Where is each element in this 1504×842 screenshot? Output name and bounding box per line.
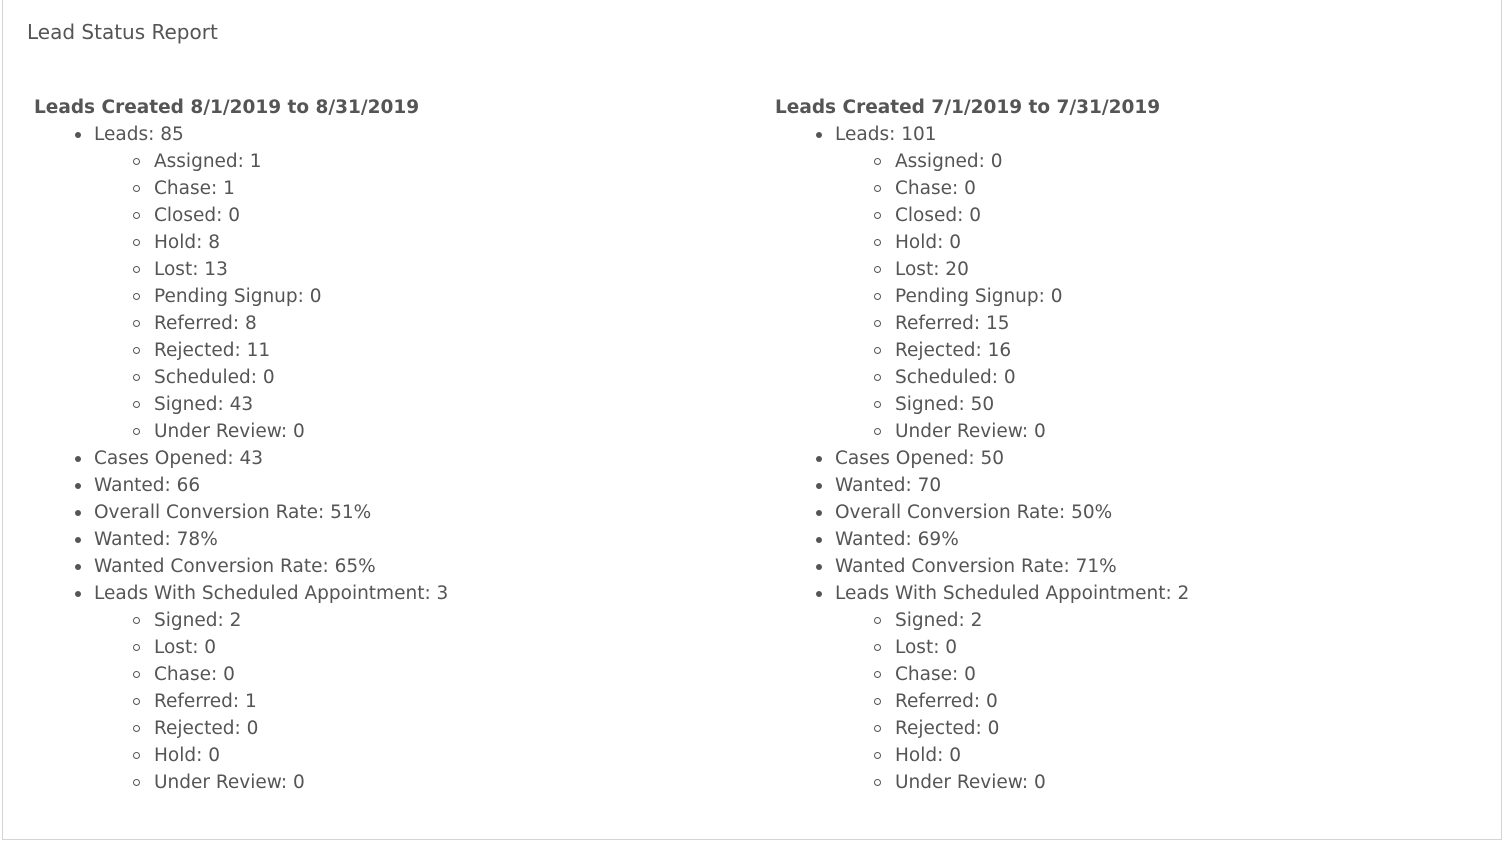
overall-conversion-rate-item: Overall Conversion Rate: 51% [34,499,714,526]
bullet-circle [133,428,140,435]
list-item: Referred: 0 [775,688,1455,715]
bullet-circle [133,779,140,786]
wanted-percent-item: Wanted: 69% [775,526,1455,553]
bullet-circle [133,644,140,651]
bullet-disc [816,483,822,489]
list-item: Under Review: 0 [34,769,714,796]
bullet-disc [816,537,822,543]
list-item: Hold: 0 [34,742,714,769]
list-item: Rejected: 16 [775,337,1455,364]
bullet-circle [133,293,140,300]
wanted-percent-item: Wanted: 78% [34,526,714,553]
bullet-circle [874,320,881,327]
list-item: Closed: 0 [775,202,1455,229]
bullet-circle [874,752,881,759]
bullet-disc [75,483,81,489]
bullet-disc [75,591,81,597]
bullet-circle [874,212,881,219]
bullet-circle [133,239,140,246]
list-item: Chase: 0 [775,175,1455,202]
wanted-conversion-rate-item: Wanted Conversion Rate: 65% [34,553,714,580]
bullet-disc [75,456,81,462]
list-item: Scheduled: 0 [34,364,714,391]
list-item: Under Review: 0 [775,769,1455,796]
bullet-disc [75,537,81,543]
bullet-circle [133,158,140,165]
period-column-0 [34,94,714,796]
bullet-circle [874,374,881,381]
bullet-circle [874,185,881,192]
bullet-circle [133,617,140,624]
list-item: Lost: 13 [34,256,714,283]
leads-item [775,121,1455,148]
bullet-circle [874,644,881,651]
list-item: Chase: 0 [775,661,1455,688]
wanted-item: Wanted: 70 [775,472,1455,499]
list-item: Pending Signup: 0 [775,283,1455,310]
bullet-circle [133,374,140,381]
bullet-circle [874,347,881,354]
bullet-disc [816,591,822,597]
period-column-1 [775,94,1455,796]
bullet-circle [133,347,140,354]
bullet-circle [133,401,140,408]
bullet-disc [75,510,81,516]
list-item: Under Review: 0 [775,418,1455,445]
list-item: Hold: 0 [775,742,1455,769]
cases-opened-item: Cases Opened: 43 [34,445,714,472]
bullet-circle [874,725,881,732]
bullet-disc [816,510,822,516]
appointment-status-list [34,607,714,796]
bullet-circle [874,401,881,408]
list-item: Assigned: 0 [775,148,1455,175]
list-item: Assigned: 1 [34,148,714,175]
list-item: Closed: 0 [34,202,714,229]
list-item: Signed: 2 [34,607,714,634]
wanted-item: Wanted: 66 [34,472,714,499]
period-title: Leads Created 7/1/2019 to 7/31/2019 [775,97,1161,118]
list-item: Chase: 1 [34,175,714,202]
bullet-disc [816,456,822,462]
page-title: Lead Status Report [27,20,218,44]
list-item: Rejected: 0 [34,715,714,742]
list-item: Hold: 0 [775,229,1455,256]
scheduled-appointment-item: Leads With Scheduled Appointment: 2 [775,580,1455,607]
report-panel [2,0,1502,840]
list-item: Signed: 50 [775,391,1455,418]
bullet-circle [133,698,140,705]
list-item: Signed: 2 [775,607,1455,634]
bullet-circle [133,320,140,327]
list-item: Lost: 20 [775,256,1455,283]
bullet-circle [874,671,881,678]
bullet-disc [75,564,81,570]
bullet-disc [816,132,822,138]
list-item: Pending Signup: 0 [34,283,714,310]
appointment-status-list [775,607,1455,796]
list-item: Lost: 0 [34,634,714,661]
bullet-circle [874,617,881,624]
bullet-circle [133,671,140,678]
bullet-circle [874,239,881,246]
list-item: Referred: 8 [34,310,714,337]
list-item: Chase: 0 [34,661,714,688]
period-summary-list [34,121,714,796]
lead-status-list [775,148,1455,445]
period-summary-list [775,121,1455,796]
list-item: Rejected: 0 [775,715,1455,742]
cases-opened-item: Cases Opened: 50 [775,445,1455,472]
bullet-circle [874,293,881,300]
list-item: Under Review: 0 [34,418,714,445]
bullet-circle [874,266,881,273]
lead-status-list [34,148,714,445]
list-item: Referred: 1 [34,688,714,715]
leads-item [34,121,714,148]
bullet-circle [133,752,140,759]
bullet-circle [874,698,881,705]
list-item: Signed: 43 [34,391,714,418]
list-item: Hold: 8 [34,229,714,256]
leads-total: Leads: 85 [94,124,184,145]
list-item: Lost: 0 [775,634,1455,661]
bullet-disc [816,564,822,570]
wanted-conversion-rate-item: Wanted Conversion Rate: 71% [775,553,1455,580]
bullet-circle [133,212,140,219]
bullet-circle [133,725,140,732]
bullet-disc [75,132,81,138]
period-title: Leads Created 8/1/2019 to 8/31/2019 [34,97,420,118]
list-item: Scheduled: 0 [775,364,1455,391]
bullet-circle [133,266,140,273]
bullet-circle [874,158,881,165]
list-item: Referred: 15 [775,310,1455,337]
bullet-circle [874,779,881,786]
list-item: Rejected: 11 [34,337,714,364]
bullet-circle [133,185,140,192]
bullet-circle [874,428,881,435]
overall-conversion-rate-item: Overall Conversion Rate: 50% [775,499,1455,526]
scheduled-appointment-item: Leads With Scheduled Appointment: 3 [34,580,714,607]
leads-total: Leads: 101 [835,124,937,145]
